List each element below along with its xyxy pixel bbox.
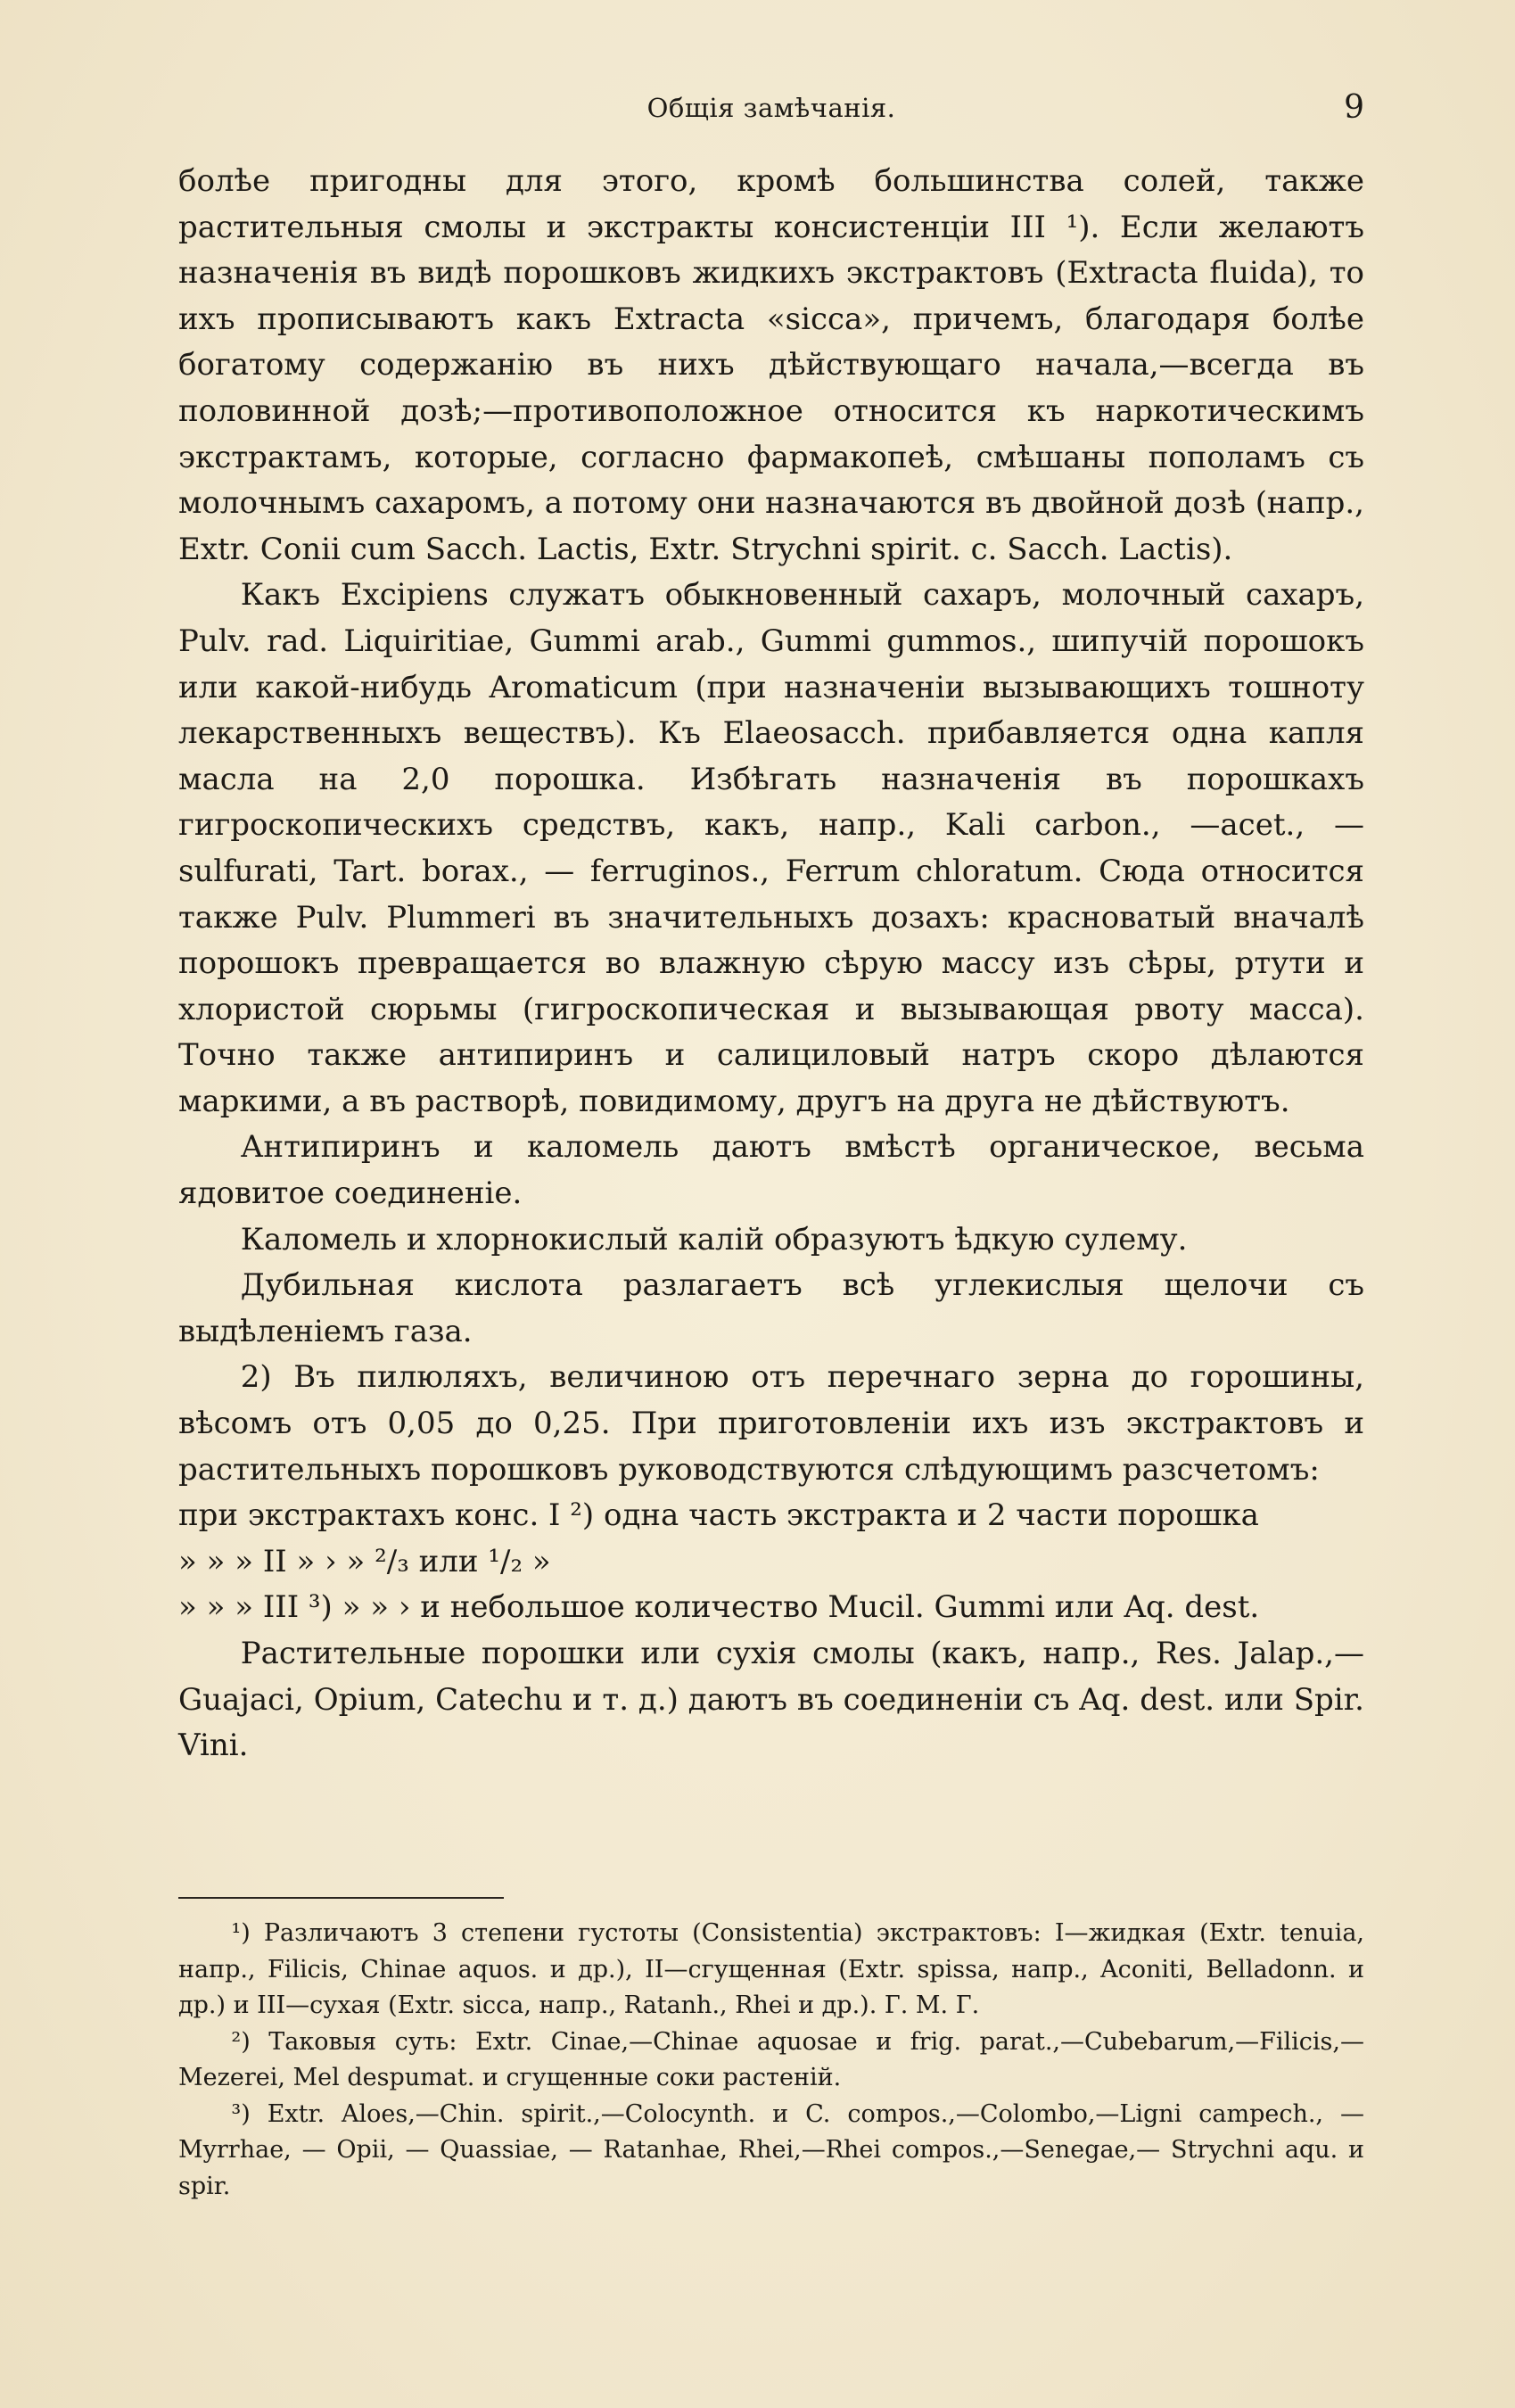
page-number: 9 [1344, 89, 1364, 126]
paragraph-1: болѣе пригодны для этого, кромѣ большинства солей, также растительныя смолы и экстракты консистенціи III ¹). Если желаютъ назначенія въ видѣ порошковъ жидкихъ экстрактовъ (Extracta fluida), то ихъ прописываютъ какъ Extracta «sicca», причемъ, благодаря болѣе богатому содержанію въ нихъ дѣйствующаго начала,—всегда въ половинной дозѣ;—противоположное относится къ наркотическимъ экстрактамъ, которые, согласно фармакопеѣ, смѣшаны пополамъ съ молочнымъ сахаромъ, а потому они назначаются въ двойной дозѣ (напр., Extr. Conii cum Sacch. Lactis, Extr. Strychni spirit. c. Sacch. Lactis). [178, 163, 1364, 567]
footnotes [178, 1916, 1364, 2205]
paragraph-4: Каломель и хлорнокислый калій образуютъ ѣдкую сулему. [240, 1221, 1188, 1258]
footnote-1: ¹) Различаютъ 3 степени густоты (Consistentia) экстрактовъ: I—жидкая (Extr. tenuia, напр., Filicis, Chinae aquos. и др.), II—сгущенная (Extr. spissa, напр., Aconiti, Belladonn. и др.) и III—сухая (Extr. sicca, напр., Ratanh., Rhei и др.). Г. М. Г. [178, 1919, 1364, 2019]
paragraph-5: Дубильная кислота разлагаетъ всѣ углекислыя щелочи съ выдѣленіемъ газа. [178, 1267, 1364, 1349]
ratio-row-1: при экстрактахъ конс. I ²) одна часть экстракта и 2 части порошка [178, 1497, 1259, 1534]
ratio-row-2: » » » II » › » ²/₃ или ¹/₂ » [178, 1543, 551, 1579]
running-head [178, 89, 1364, 128]
paragraph-6: 2) Въ пилюляхъ, величиною отъ перечнаго зерна до горошины, вѣсомъ отъ 0,05 до 0,25. При приготовленіи ихъ изъ экстрактовъ и растительныхъ порошковъ руководствуются слѣдующимъ разсчетомъ: [178, 1359, 1364, 1488]
ratio-row-3: » » » III ³) » » › и небольшое количество Mucil. Gummi или Aq. dest. [178, 1589, 1260, 1626]
running-title: Общія замѣчанія. [646, 93, 896, 123]
paragraph-7: Растительные порошки или сухія смолы (какъ, напр., Res. Jalap.,— Guajaci, Opium, Catechu и т. д.) даютъ въ соединеніи съ Aq. dest. или Spir. Vini. [178, 1636, 1364, 1764]
footnote-3: ³) Extr. Aloes,—Chin. spirit.,—Colocynth. и C. compos.,—Colombo,—Ligni campech., — Myrrhae, — Opii, — Quassiae, — Ratanhae, Rhei,—Rhei compos.,—Senegae,— Strychni aqu. и spir. [178, 2099, 1364, 2200]
paragraph-2: Какъ Excipiens служатъ обыкновенный сахаръ, молочный сахаръ, Pulv. rad. Liquiritiae, Gummi arab., Gummi gummos., шипучій порошокъ или какой-нибудь Aromaticum (при назначеніи вызывающихъ тошноту лекарственныхъ веществъ). Къ Elaeosacch. прибавляется одна капля масла на 2,0 порошка. Избѣгать назначенія въ порошкахъ гигроскопическихъ средствъ, какъ, напр., Kali carbon., —acet., — sulfurati, Tart. borax., — ferruginos., Ferrum chloratum. Сюда относится также Pulv. Plummeri въ значительныхъ дозахъ: красноватый вначалѣ порошокъ превращается во влажную сѣрую массу изъ сѣры, ртути и хлористой сюрьмы (гигроскопическая и вызывающая рвоту масса). Точно также антипиринъ и салициловый натръ скоро дѣлаются маркими, а въ растворѣ, повидимому, другъ на друга не дѣйствуютъ. [178, 577, 1364, 1119]
footnote-2: ²) Таковыя суть: Extr. Cinae,—Chinae aquosae и frig. parat.,—Cubebarum,—Filicis,—Mezerei, Mel despumat. и сгущенные соки растеній. [178, 2027, 1364, 2091]
footnote-divider [178, 1897, 504, 1899]
paragraph-3: Антипиринъ и каломель даютъ вмѣстѣ органическое, весьма ядовитое соединеніе. [178, 1129, 1364, 1212]
main-text [178, 159, 1364, 1769]
